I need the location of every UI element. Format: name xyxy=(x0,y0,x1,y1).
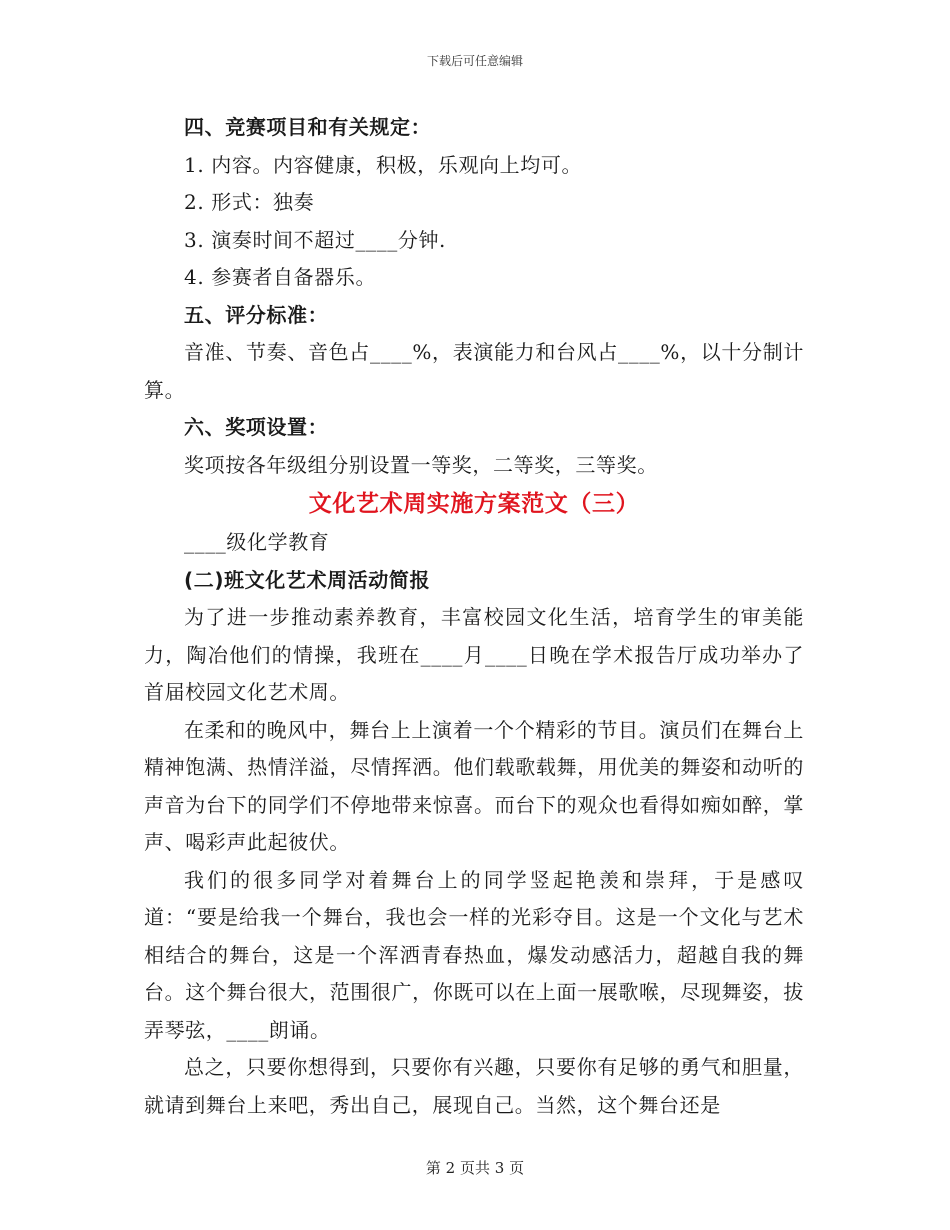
section-6-heading: 六、奖项设置： xyxy=(184,415,329,439)
paragraph-4: 总之，只要你想得到，只要你有兴趣，只要你有足够的勇气和胆量，就请到舞台上来吧，秀出自己，展现自己。当然，这个舞台还是 xyxy=(144,1055,804,1117)
section-4-item-3: 3. 演奏时间不超过____分钟. xyxy=(184,227,446,252)
paragraph-1: 为了进一步推动素养教育，丰富校园文化生活，培育学生的审美能力，陶冶他们的情操，我班在____月____日晚在学术报告厅成功举办了首届校园文化艺术周。 xyxy=(144,605,804,704)
section-5-text: 音准、节奏、音色占____%，表演能力和台风占____%，以十分制计算。 xyxy=(144,340,804,402)
section-4-heading: 四、竞赛项目和有关规定： xyxy=(184,115,432,139)
section-4-item-1: 1. 内容。内容健康，积极，乐观向上均可。 xyxy=(184,152,583,177)
section-4-item-2: 2. 形式：独奏 xyxy=(184,190,315,214)
report-title: (二)班文化艺术周活动简报 xyxy=(184,567,431,592)
document-title: 文化艺术周实施方案范文（三） xyxy=(308,491,640,517)
paragraph-3: 我们的很多同学对着舞台上的同学竖起艳羡和崇拜，于是感叹道：“要是给我一个舞台，我也会一样的光彩夺目。这是一个文化与艺术相结合的舞台，这是一个浑洒青春热血，爆发动感活力，超越自我的舞台。这个舞台很大，范围很广，你既可以在上面一展歌喉，尽现舞姿，拔弄琴弦，____朗诵。 xyxy=(144,867,804,1042)
page-footer: 第 2 页共 3 页 xyxy=(425,1159,525,1177)
section-6-text: 奖项按各年级组分别设置一等奖，二等奖，三等奖。 xyxy=(184,452,658,477)
subtitle-line: ____级化学教育 xyxy=(184,530,330,554)
section-5-heading: 五、评分标准： xyxy=(184,302,329,327)
document-body xyxy=(144,109,804,1124)
section-4-item-4: 4. 参赛者自备器乐。 xyxy=(184,265,377,289)
page-header: 下载后可任意编辑 xyxy=(426,54,523,68)
paragraph-2: 在柔和的晚风中，舞台上上演着一个个精彩的节目。演员们在舞台上精神饱满、热情洋溢，尽情挥洒。他们载歌载舞，用优美的舞姿和动听的声音为台下的同学们不停地带来惊喜。而台下的观众也看得如痴如醉，掌声、喝彩声此起彼伏。 xyxy=(144,717,804,854)
